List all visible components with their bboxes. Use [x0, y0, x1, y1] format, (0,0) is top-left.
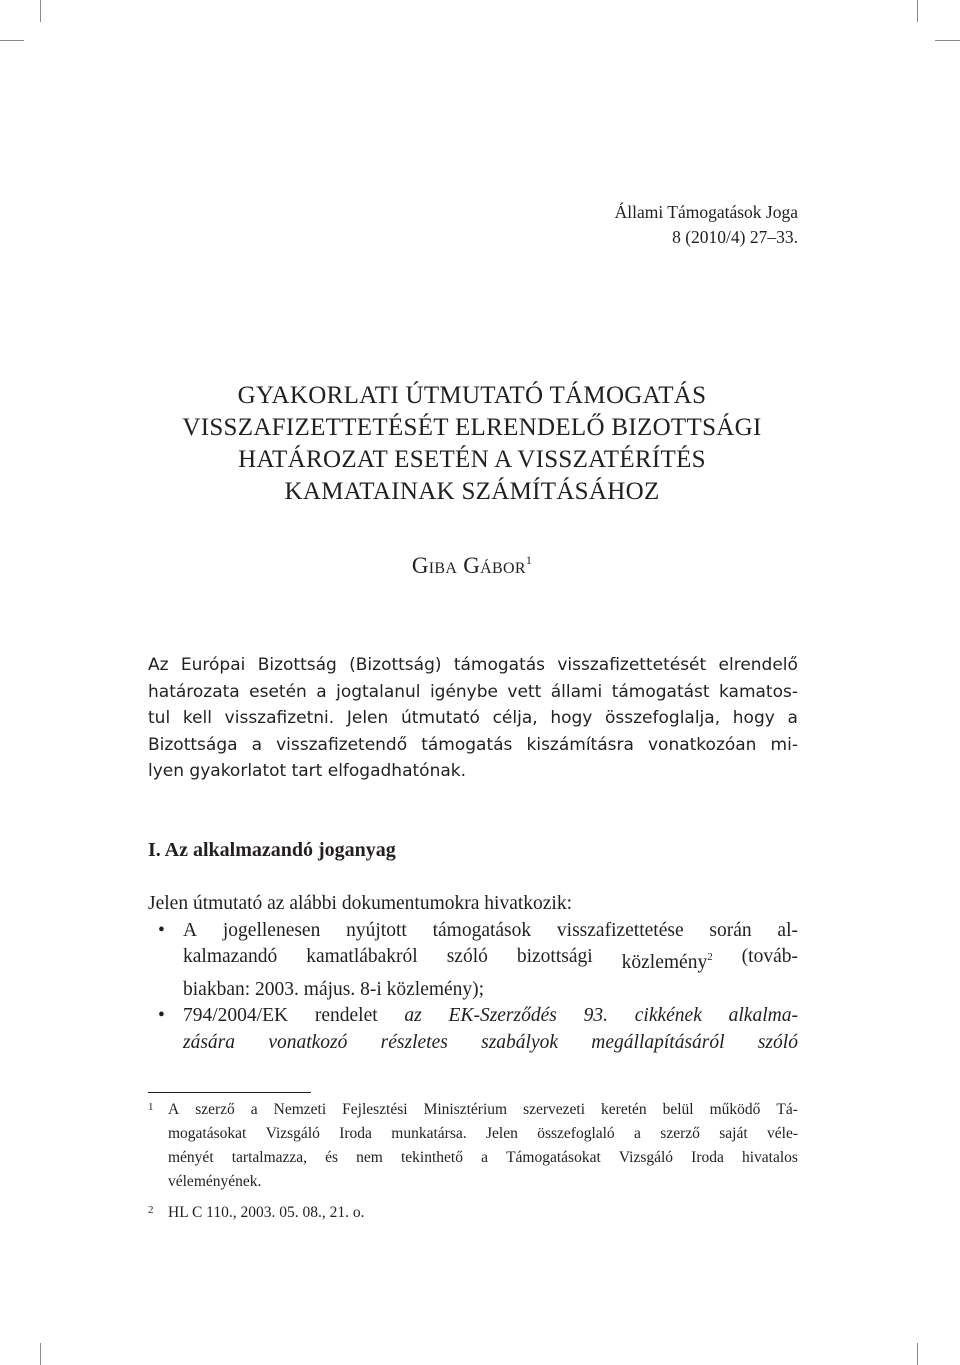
word-italic: cikkének	[634, 1005, 702, 1026]
word: Vizsgáló	[265, 1125, 320, 1142]
footnote-line	[168, 1146, 798, 1170]
article-title	[0, 380, 944, 508]
word: rendelet	[314, 1005, 378, 1026]
footnote-separator	[148, 1092, 311, 1093]
crop-mark-top-left-vertical	[40, 0, 41, 22]
word-italic: zására	[183, 1031, 236, 1053]
list-item	[148, 918, 798, 1004]
word: jogellenesen	[222, 919, 321, 941]
word: mogatásokat	[168, 1125, 247, 1142]
word: keretén	[601, 1101, 647, 1118]
word: A	[168, 1101, 180, 1118]
word-italic: szóló	[757, 1031, 798, 1053]
list-item-line	[183, 1003, 798, 1030]
word: Iroda	[339, 1125, 372, 1142]
word: véle-	[767, 1125, 798, 1142]
journal-name: Állami Támogatások Joga	[614, 202, 798, 222]
word: saját	[719, 1125, 748, 1142]
abstract-line	[148, 705, 798, 732]
abstract	[148, 652, 798, 785]
word: (Bizottság)	[349, 655, 442, 675]
word: Európai	[180, 655, 246, 675]
abstract-line	[148, 652, 798, 679]
word: Bizottság	[257, 655, 337, 675]
list-item-line	[183, 944, 798, 977]
word: a	[787, 708, 798, 728]
word: összefoglaló	[537, 1125, 615, 1142]
list-item-line: biakban: 2003. május. 8-i közlemény);	[183, 978, 485, 1000]
word: Bizottsága	[148, 734, 238, 755]
word: Nemzeti	[273, 1101, 327, 1118]
footnote-number: 1	[148, 1101, 154, 1113]
word: Az	[148, 655, 169, 675]
word: támogatások	[432, 919, 532, 941]
body-text	[148, 891, 798, 1056]
crop-mark-bottom-right-vertical	[917, 1343, 918, 1365]
word-italic: megállapításáról	[591, 1031, 725, 1053]
word: közlemény$^2$	[621, 951, 713, 973]
author-footnote-mark: 1	[525, 553, 533, 567]
word: a	[251, 734, 263, 755]
word: Minisztérium	[423, 1101, 508, 1118]
footnote	[148, 1201, 798, 1225]
word: munkatársa.	[391, 1125, 467, 1142]
word: kamatlábakról	[306, 946, 418, 967]
footnote-line	[168, 1122, 798, 1146]
word: belül	[662, 1101, 694, 1118]
word: 794/2004/EK	[183, 1005, 289, 1026]
footnotes	[148, 1098, 798, 1225]
word: Iroda	[691, 1149, 724, 1166]
footnote-line	[168, 1098, 798, 1122]
word: működő	[709, 1101, 761, 1118]
crop-mark-top-right-horizontal	[935, 40, 960, 41]
word: nyújtott	[346, 919, 407, 941]
word: tartalmazza,	[231, 1149, 308, 1166]
word: visszafizettetését	[557, 655, 707, 675]
word: támogatás	[421, 734, 513, 755]
word: visszafizetni.	[224, 708, 335, 728]
crop-mark-bottom-left-vertical	[40, 1343, 41, 1365]
word: (továb-	[741, 946, 798, 967]
word: mi-	[770, 734, 798, 755]
word: tekinthető	[400, 1149, 463, 1166]
title-line: VISSZAFIZETTETÉSÉT ELRENDELŐ BIZOTTSÁGI	[182, 414, 762, 441]
word: igénybe	[429, 681, 498, 702]
word: nem	[356, 1149, 383, 1166]
word: határozata	[148, 681, 240, 702]
author-byline	[0, 545, 944, 581]
title-line: HATÁROZAT ESETÉN A VISSZATÉRÍTÉS	[238, 446, 706, 473]
word-italic: szabályok	[481, 1031, 559, 1053]
word: visszafizettetése	[556, 919, 684, 941]
word: a	[481, 1149, 488, 1166]
word-italic: részletes	[380, 1031, 448, 1053]
footnote	[148, 1098, 798, 1194]
footnote-ref-mark: 2	[707, 951, 713, 963]
abstract-line	[148, 679, 798, 706]
word-italic: EK-Szerződés	[448, 1005, 557, 1026]
abstract-line: lyen gyakorlatot tart elfogadhatónak.	[148, 761, 467, 781]
footnote-line: HL C 110., 2003. 05. 08., 21. o.	[168, 1204, 365, 1221]
list-item-line	[183, 1030, 798, 1057]
body-intro: Jelen útmutató az alábbi dokumentumokra hivatkozik:	[148, 893, 573, 914]
word: visszafizetendő	[276, 734, 408, 755]
word: támogatást	[611, 681, 710, 702]
section-heading: I. Az alkalmazandó joganyag	[148, 839, 396, 861]
word: a	[316, 681, 327, 702]
crop-mark-top-left-horizontal	[0, 40, 24, 41]
word: esetén	[249, 681, 307, 702]
word: hivatalos	[741, 1149, 798, 1166]
journal-info	[615, 200, 798, 250]
word: során	[709, 919, 752, 941]
word: és	[325, 1149, 339, 1166]
word-italic: az	[404, 1005, 422, 1026]
word: A	[183, 919, 198, 941]
word: a	[634, 1125, 641, 1142]
word: célja,	[492, 708, 538, 728]
abstract-line	[148, 732, 798, 759]
word: Fejlesztési	[342, 1101, 408, 1118]
word: a	[250, 1101, 258, 1118]
word-italic: 93.	[583, 1005, 608, 1026]
word: elrendelő	[718, 655, 798, 675]
word: kalmazandó	[183, 946, 278, 967]
word: támogatás	[453, 655, 546, 675]
word: vonatkozóan	[647, 734, 757, 755]
word: Tá-	[776, 1101, 798, 1118]
word: állami	[550, 681, 603, 702]
word: ményét	[168, 1149, 214, 1166]
author-name: Giba Gábor	[411, 553, 526, 578]
word: szerző	[660, 1125, 700, 1142]
word: Jelen	[346, 708, 389, 728]
crop-mark-top-right-vertical	[917, 0, 918, 22]
word: bizottsági	[516, 946, 593, 967]
word: jogtalanul	[336, 681, 421, 702]
footnote-line: véleményének.	[168, 1173, 262, 1190]
word: útmutató	[400, 708, 480, 728]
footnote-number: 2	[148, 1204, 154, 1216]
word-italic: vonatkozó	[268, 1031, 348, 1053]
word: kiszámításra	[526, 734, 634, 755]
journal-issue: 8 (2010/4) 27–33.	[672, 227, 798, 247]
word: szerző	[195, 1101, 235, 1118]
bullet-icon: •	[158, 919, 165, 941]
word: al-	[777, 919, 798, 941]
list-item	[148, 1003, 798, 1056]
title-line: GYAKORLATI ÚTMUTATÓ TÁMOGATÁS	[237, 382, 707, 409]
word: vett	[507, 681, 542, 702]
word: tul	[148, 708, 171, 728]
word: Jelen	[485, 1125, 518, 1142]
word: hogy	[550, 708, 593, 728]
word: szóló	[446, 946, 488, 967]
word: szervezeti	[523, 1101, 586, 1118]
list-item-line	[183, 918, 798, 945]
bullet-icon: •	[158, 1005, 165, 1026]
word: Vizsgáló	[618, 1149, 674, 1166]
word: kell	[182, 708, 212, 728]
word: kamatos-	[718, 681, 798, 702]
word-italic: alkalma-	[728, 1005, 798, 1026]
word: hogy	[732, 708, 775, 728]
word: Támogatásokat	[506, 1149, 601, 1166]
title-line: KAMATAINAK SZÁMÍTÁSÁHOZ	[284, 478, 660, 505]
word: összefoglalja,	[605, 708, 721, 728]
